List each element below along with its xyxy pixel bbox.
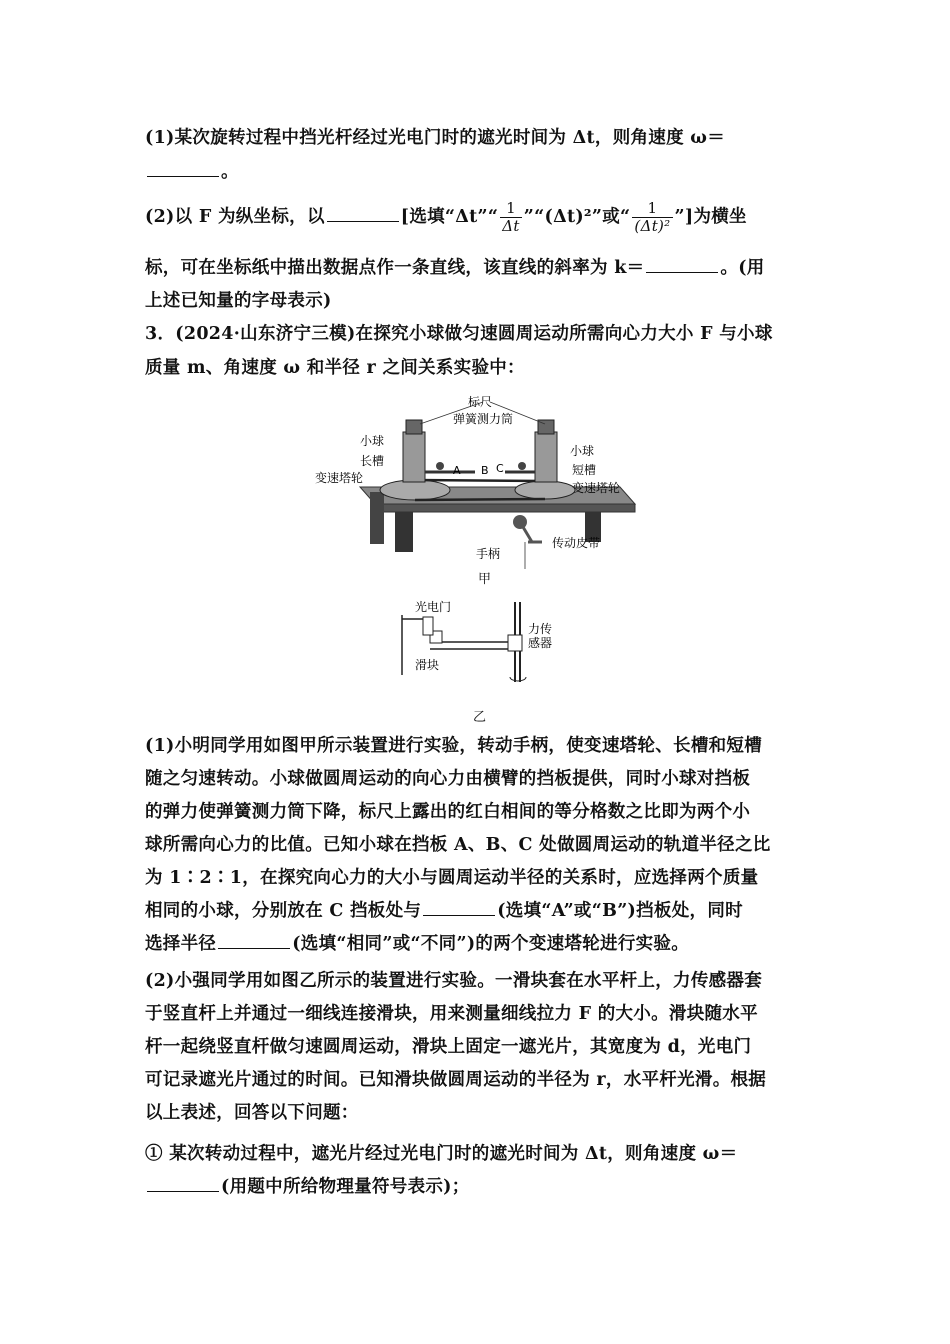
q3-p2-line2: 于竖直杆上并通过一细线连接滑块，用来测量细线拉力 F 的大小。滑块随水平 [145, 1004, 758, 1024]
label-slider: 滑块 [415, 658, 440, 672]
label-ball-right: 小球 [570, 444, 595, 458]
label-crank: 手柄 [476, 547, 501, 561]
q3-p1-line1: (1)小明同学用如图甲所示装置进行实验，转动手柄，使变速塔轮、长槽和短槽 [145, 736, 763, 756]
label-force-sensor-2: 感器 [528, 636, 553, 650]
q3-p1-line2: 随之匀速转动。小球做圆周运动的向心力由横臂的挡板提供，同时小球对挡板 [145, 769, 751, 789]
q2-line1b: 。 [145, 156, 807, 189]
q3-p1-line3: 的弹力使弹簧测力筒下降，标尺上露出的红白相间的等分格数之比即为两个小 [145, 802, 751, 822]
q2-line1: (1)某次旋转过程中挡光杆经过光电门时的遮光时间为 Δt，则角速度 ω＝ [145, 128, 726, 148]
label-long-groove: 长槽 [360, 454, 385, 468]
answer-blank[interactable] [147, 1173, 219, 1192]
answer-blank[interactable] [327, 203, 399, 222]
label-pulley-right: 变速塔轮 [572, 481, 621, 495]
answer-blank[interactable] [423, 897, 495, 916]
q3-p1-line5: 为 1∶2∶1，在探究向心力的大小与圆周运动半径的关系时，应选择两个质量 [145, 868, 759, 888]
q3-sub1-line2: (用题中所给物理量符号表示)； [145, 1171, 807, 1204]
label-spring-cylinder: 弹簧测力筒 [453, 412, 514, 426]
label-pulley-left: 变速塔轮 [315, 471, 364, 485]
q3-head-line2: 质量 m、角速度 ω 和半径 r 之间关系实验中： [145, 358, 525, 378]
answer-blank[interactable] [218, 930, 290, 949]
fraction-1-over-dt-squared: $\frac{1}{\text{(Δt)²}}$ [634, 199, 671, 235]
q2-line4: 上述已知量的字母表示) [145, 291, 332, 311]
caption-yi: 乙 [473, 710, 487, 725]
q2-line2: (2)以 F 为纵坐标，以 [选填“Δt”“ $\frac{1}{\Delta t}$ ”“(Δt)²”或“ $\frac{1}{\text{(Δt)²}}$ ”]为横坐 [145, 199, 747, 235]
label-belt: 传动皮带 [552, 536, 601, 550]
q3-p1-line7: 选择半径 (选填“相同”或“不同”)的两个变速塔轮进行实验。 [145, 928, 807, 961]
q3-p1-line6: 相同的小球，分别放在 C 挡板处与 (选填“A”或“B”)挡板处，同时 [145, 895, 807, 928]
q3-sub1-line1: ① 某次转动过程中，遮光片经过光电门时的遮光时间为 Δt，则角速度 ω＝ [145, 1144, 738, 1164]
caption-jia: 甲 [478, 572, 492, 587]
label-photogate: 光电门 [415, 600, 452, 614]
label-A: A [453, 464, 461, 477]
q3-p2-line5: 以上表述，回答以下问题： [145, 1103, 359, 1123]
label-C: C [496, 462, 504, 475]
label-ruler: 标尺 [468, 395, 493, 409]
q3-p2-line3: 杆一起绕竖直杆做匀速圆周运动，滑块上固定一遮光片，其宽度为 d，光电门 [145, 1037, 752, 1057]
answer-blank[interactable] [147, 158, 219, 177]
label-B: B [481, 464, 489, 477]
q3-p2-line4: 可记录遮光片通过的时间。已知滑块做圆周运动的半径为 r，水平杆光滑。根据 [145, 1070, 767, 1090]
q2-line3: 标，可在坐标纸中描出数据点作一条直线，该直线的斜率为 k＝ 。(用 [145, 252, 807, 285]
figure-slider [390, 597, 580, 702]
q3-head-line1: 3．(2024·山东济宁三模)在探究小球做匀速圆周运动所需向心力大小 F 与小球 [145, 324, 773, 344]
answer-blank[interactable] [646, 254, 718, 273]
label-ball-left: 小球 [360, 434, 385, 448]
q3-p1-line4: 球所需向心力的比值。已知小球在挡板 A、B、C 处做圆周运动的轨道半径之比 [145, 835, 771, 855]
fraction-1-over-dt: $\frac{1}{\Delta t}$ [502, 199, 520, 235]
figure-apparatus [300, 392, 650, 582]
label-short-groove: 短槽 [572, 463, 597, 477]
label-force-sensor-1: 力传 [528, 622, 553, 636]
q3-p2-line1: (2)小强同学用如图乙所示的装置进行实验。一滑块套在水平杆上，力传感器套 [145, 971, 763, 991]
